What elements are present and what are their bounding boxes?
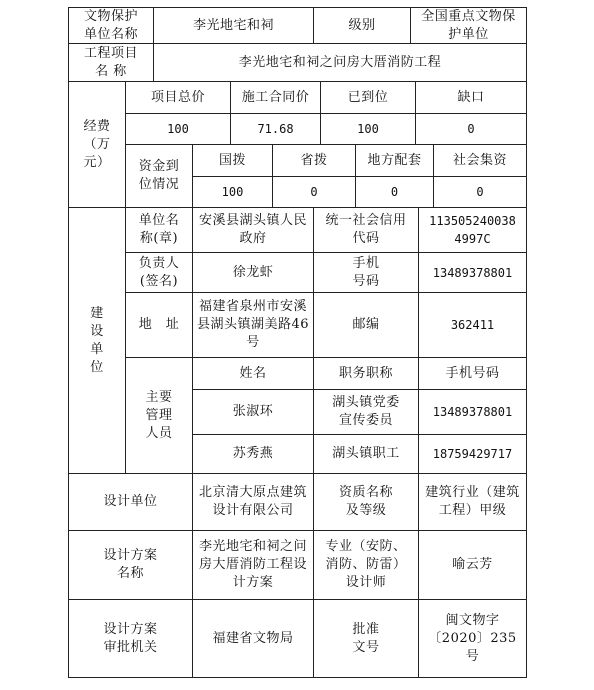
funding-received-value: 100 (357, 122, 379, 136)
qualification-value: 建筑行业（建筑 工程）甲级 (425, 485, 520, 518)
credit-code-label: 统一社会信用 代码 (325, 213, 407, 246)
source-national-value: 100 (221, 185, 244, 199)
funding-contract-value: 71.68 (257, 122, 294, 136)
funding-header-shortfall: 缺口 (457, 89, 485, 105)
managers-header-phone: 手机号码 (445, 365, 500, 381)
funding-label: 经费 （万 元） (83, 118, 111, 170)
protected-unit-label: 文物保护 单位名称 (83, 8, 138, 42)
design-unit-value: 北京清大原点建筑 设计有限公司 (198, 485, 307, 518)
managers-header-name: 姓名 (239, 365, 267, 381)
manager-name: 苏秀燕 (232, 446, 274, 461)
level-value: 全国重点文物保 护单位 (421, 8, 516, 42)
source-provincial-value: 0 (310, 185, 318, 199)
source-local-value: 0 (390, 185, 399, 199)
funding-source-label: 资金到 位情况 (138, 159, 180, 192)
postcode-label: 邮编 (352, 317, 380, 332)
rule (68, 677, 527, 678)
builder-name-label: 单位名 称(章) (138, 213, 180, 246)
rule (526, 7, 527, 678)
source-header-national: 国拨 (218, 152, 246, 168)
designer-label: 专业（安防、 消防、防雷） 设计师 (325, 539, 407, 590)
funding-shortfall-value: 0 (467, 122, 475, 136)
source-social-value: 0 (476, 185, 484, 199)
source-header-local: 地方配套 (367, 152, 422, 168)
approval-doc-label: 批准 文号 (352, 621, 380, 655)
address-value: 福建省泉州市安溪 县湖头镇湖美路46 号 (196, 299, 310, 350)
manager-phone: 13489378801 (432, 405, 513, 419)
approval-authority-value: 福建省文物局 (212, 630, 294, 646)
managers-header-title: 职务职称 (338, 365, 393, 381)
funding-header-contract: 施工合同价 (241, 89, 310, 105)
head-phone-label: 手机 号码 (352, 255, 380, 289)
postcode-value: 362411 (450, 318, 495, 332)
project-label: 工程项目 名 称 (83, 45, 138, 79)
manager-phone: 18759429717 (432, 447, 513, 461)
manager-title: 湖头镇职工 (332, 446, 400, 461)
approval-authority-label: 设计方案 审批机关 (103, 621, 158, 655)
head-label: 负责人 (签名) (138, 255, 180, 289)
credit-code-value: 113505240038 4997C (429, 214, 516, 246)
funding-header-total: 项目总价 (150, 89, 205, 105)
source-header-social: 社会集资 (452, 152, 507, 168)
address-label: 地 址 (138, 317, 180, 332)
funding-header-received: 已到位 (347, 89, 389, 105)
source-header-provincial: 省拨 (300, 152, 328, 168)
protected-unit-value: 李光地宅和祠 (192, 17, 274, 33)
design-plan-value: 李光地宅和祠之问 房大厝消防工程设 计方案 (198, 539, 307, 590)
designer-value: 喻云芳 (452, 557, 493, 572)
head-phone-value: 13489378801 (432, 265, 513, 280)
funding-total-value: 100 (167, 122, 189, 136)
approval-doc-value: 闽文物字 〔2020〕235 号 (428, 612, 517, 664)
project-value: 李光地宅和祠之问房大厝消防工程 (238, 54, 442, 70)
builder-label: 建 设 单 位 (90, 305, 104, 375)
managers-label: 主要 管理 人员 (145, 389, 173, 441)
manager-name: 张淑环 (232, 404, 274, 419)
qualification-label: 资质名称 及等级 (338, 485, 393, 518)
design-plan-label: 设计方案 名称 (103, 548, 158, 581)
manager-title: 湖头镇党委 宣传委员 (332, 395, 400, 428)
level-label: 级别 (348, 17, 376, 33)
builder-name-value: 安溪县湖头镇人民 政府 (198, 213, 307, 246)
head-value: 徐龙虾 (232, 264, 274, 280)
design-unit-label: 设计单位 (103, 494, 158, 509)
